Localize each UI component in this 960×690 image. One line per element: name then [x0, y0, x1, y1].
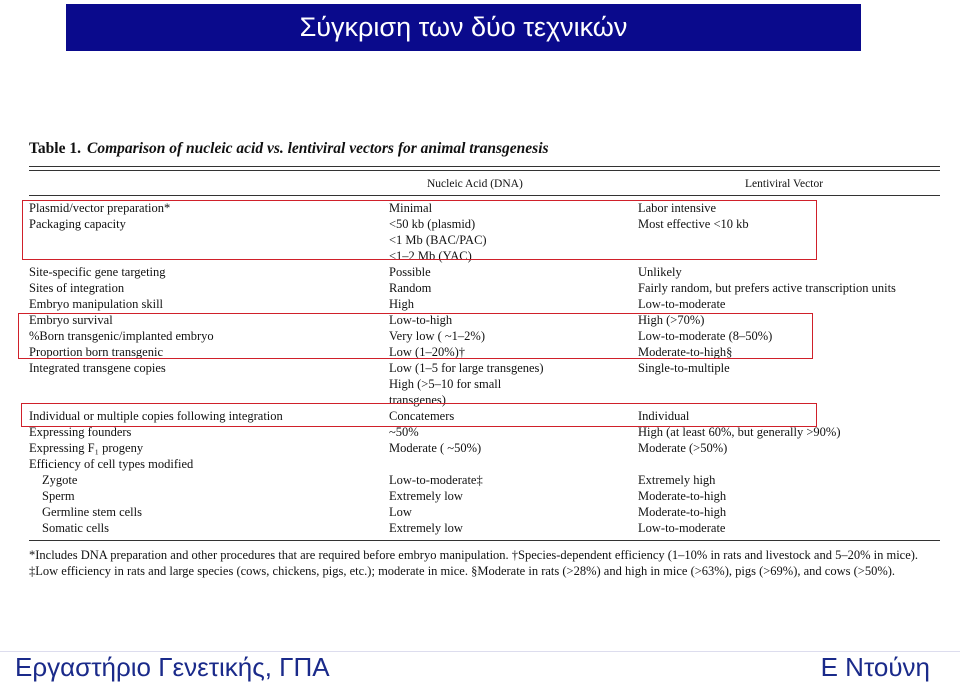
dna-value: Low (1–5 for large transgenes) — [389, 361, 544, 375]
row-label: Individual or multiple copies following integration — [29, 409, 283, 423]
row-label: Expressing F₁ progeny — [29, 441, 144, 455]
table-row — [29, 264, 940, 280]
dna-value: Extremely low — [389, 489, 463, 503]
dna-value: High (>5–10 for small — [389, 377, 502, 391]
lentiviral-value: Individual — [638, 409, 690, 423]
dna-value: <1–2 Mb (YAC) — [389, 249, 472, 263]
lentiviral-value: Moderate-to-high§ — [638, 345, 733, 359]
table-bottom-rule — [29, 540, 940, 541]
dna-value: Low (1–20%)† — [389, 345, 466, 359]
highlight-box-preparation — [22, 200, 817, 260]
row-label: Zygote — [42, 473, 78, 487]
row-label: Integrated transgene copies — [29, 361, 166, 375]
footer-author: Ε Ντούνη — [820, 652, 930, 682]
column-header-lentiviral: Lentiviral Vector — [745, 178, 824, 190]
row-label: Somatic cells — [42, 521, 109, 535]
dna-value: ~50% — [389, 425, 419, 439]
row-label: Proportion born transgenic — [29, 345, 164, 359]
dna-value: Low-to-moderate‡ — [389, 473, 483, 487]
table-row — [29, 360, 940, 376]
row-label: Embryo survival — [29, 313, 113, 327]
table-row — [29, 280, 940, 296]
row-label: Efficiency of cell types modified — [29, 457, 194, 471]
lentiviral-value: Unlikely — [638, 265, 682, 279]
table-caption-text: Comparison of nucleic acid vs. lentiviral vectors for animal transgenesis — [86, 140, 549, 157]
lentiviral-value: Most effective <10 kb — [638, 217, 749, 231]
dna-value: Possible — [389, 265, 431, 279]
table-caption — [29, 140, 549, 158]
dna-value: <1 Mb (BAC/PAC) — [389, 233, 487, 247]
table-row — [29, 296, 940, 312]
footer-lab-name: Εργαστήριο Γενετικής, ΓΠΑ — [15, 652, 330, 682]
table-row — [29, 488, 940, 504]
dna-value: <50 kb (plasmid) — [389, 217, 476, 231]
dna-value: Low-to-high — [389, 313, 453, 327]
row-label: Packaging capacity — [29, 217, 126, 231]
dna-value: Concatemers — [389, 409, 455, 423]
highlight-box-copies — [21, 403, 817, 427]
lentiviral-value: Labor intensive — [638, 201, 717, 215]
table-top-rule — [29, 166, 940, 167]
row-label: %Born transgenic/implanted embryo — [29, 329, 214, 343]
dna-value: Moderate ( ~50%) — [389, 441, 482, 455]
dna-value: Extremely low — [389, 521, 463, 535]
row-label: Sperm — [42, 489, 75, 503]
lentiviral-value: Moderate-to-high — [638, 505, 727, 519]
table-footnote: *Includes DNA preparation and other procedures that are required before embryo manipulation. †Species-dependent efficiency (1–10% in rats and livestock and 5–20% in mice). ‡Low efficiency in rats and large species (cows, chickens, pigs, etc.); moderate in mice. §Moderate in rats (>28%) and high in mice (>63%), pigs (>69%), and cows (>50%). — [29, 548, 919, 578]
table-number: Table 1. — [29, 140, 81, 157]
row-label: Embryo manipulation skill — [29, 297, 164, 311]
column-header-dna: Nucleic Acid (DNA) — [427, 178, 523, 190]
table-row — [29, 376, 940, 392]
row-label: Plasmid/vector preparation* — [29, 201, 171, 215]
lentiviral-value: High (>70%) — [638, 313, 705, 327]
lentiviral-value: Fairly random, but prefers active transcription units — [638, 281, 896, 295]
header-rule — [29, 195, 940, 196]
dna-value: Minimal — [389, 201, 433, 215]
lentiviral-value: Single-to-multiple — [638, 361, 730, 375]
dna-value: Very low ( ~1–2%) — [389, 329, 485, 343]
table-row — [29, 504, 940, 520]
slide-title: Σύγκριση των δύο τεχνικών — [66, 4, 861, 51]
lentiviral-value: Moderate-to-high — [638, 489, 727, 503]
lentiviral-value: High (at least 60%, but generally >90%) — [638, 425, 841, 439]
lentiviral-value: Low-to-moderate — [638, 297, 726, 311]
dna-value: High — [389, 297, 414, 311]
lentiviral-value: Low-to-moderate — [638, 521, 726, 535]
dna-value: Random — [389, 281, 432, 295]
row-label: Expressing founders — [29, 425, 132, 439]
table-row — [29, 456, 940, 472]
highlight-box-survival — [18, 313, 813, 359]
table-row — [29, 440, 940, 456]
table-row — [29, 520, 940, 536]
lentiviral-value: Moderate (>50%) — [638, 441, 728, 455]
table-row — [29, 472, 940, 488]
row-label: Germline stem cells — [42, 505, 142, 519]
table-top-rule-2 — [29, 170, 940, 171]
lentiviral-value: Low-to-moderate (8–50%) — [638, 329, 773, 343]
row-label: Site-specific gene targeting — [29, 265, 166, 279]
lentiviral-value: Extremely high — [638, 473, 716, 487]
dna-value: Low — [389, 505, 412, 519]
dna-value: transgenes) — [389, 393, 446, 407]
row-label: Sites of integration — [29, 281, 125, 295]
